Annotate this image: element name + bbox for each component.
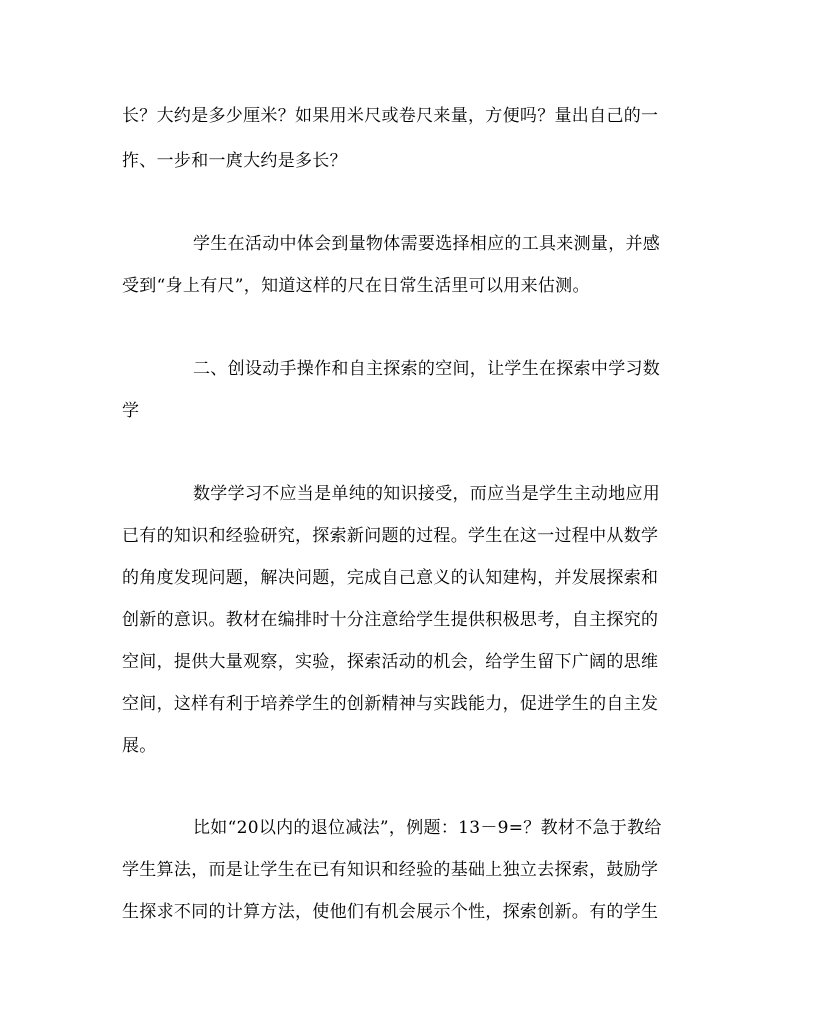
paragraph-4-line-2: 已有的知识和经验研究，探索新问题的过程。学生在这一过程中从数学 <box>122 526 659 546</box>
paragraph-4-line-5: 空间，提供大量观察，实验，探索活动的机会，给学生留下广阔的思维 <box>122 652 659 672</box>
paragraph-2-line-2: 受到“身上有尺”，知道这样的尺在日常生活里可以用来估测。 <box>122 276 590 296</box>
paragraph-4-line-7: 展。 <box>122 736 157 756</box>
section-heading-line-2: 学 <box>122 401 140 421</box>
paragraph-4-line-3: 的角度发现问题，解决问题，完成自己意义的认知建构，并发展探索和 <box>122 568 659 588</box>
paragraph-2-line-1: 学生在活动中体会到量物体需要选择相应的工具来测量，并感 <box>193 234 661 254</box>
paragraph-1-line-1: 长？大约是多少厘米？如果用米尺或卷尺来量，方便吗？量出自己的一 <box>122 106 659 126</box>
paragraph-5-line-3: 生探求不同的计算方法，使他们有机会展示个性，探索创新。有的学生 <box>122 902 659 922</box>
paragraph-4-line-4: 创新的意识。教材在编排时十分注意给学生提供积极思考，自主探究的 <box>122 610 659 630</box>
paragraph-4-line-6: 空间，这样有利于培养学生的创新精神与实践能力，促进学生的自主发 <box>122 694 659 714</box>
paragraph-5-line-2: 学生算法，而是让学生在已有知识和经验的基础上独立去探索，鼓励学 <box>122 860 659 880</box>
paragraph-5-line-1: 比如“20以内的退位减法”，例题：13－9=？教材不急于教给 <box>193 818 662 838</box>
paragraph-1-line-2: 拃、一步和一庹大约是多长？ <box>122 151 347 171</box>
section-heading-line-1: 二、创设动手操作和自主探索的空间，让学生在探索中学习数 <box>193 359 661 379</box>
paragraph-4-line-1: 数学学习不应当是单纯的知识接受，而应当是学生主动地应用 <box>193 484 661 504</box>
